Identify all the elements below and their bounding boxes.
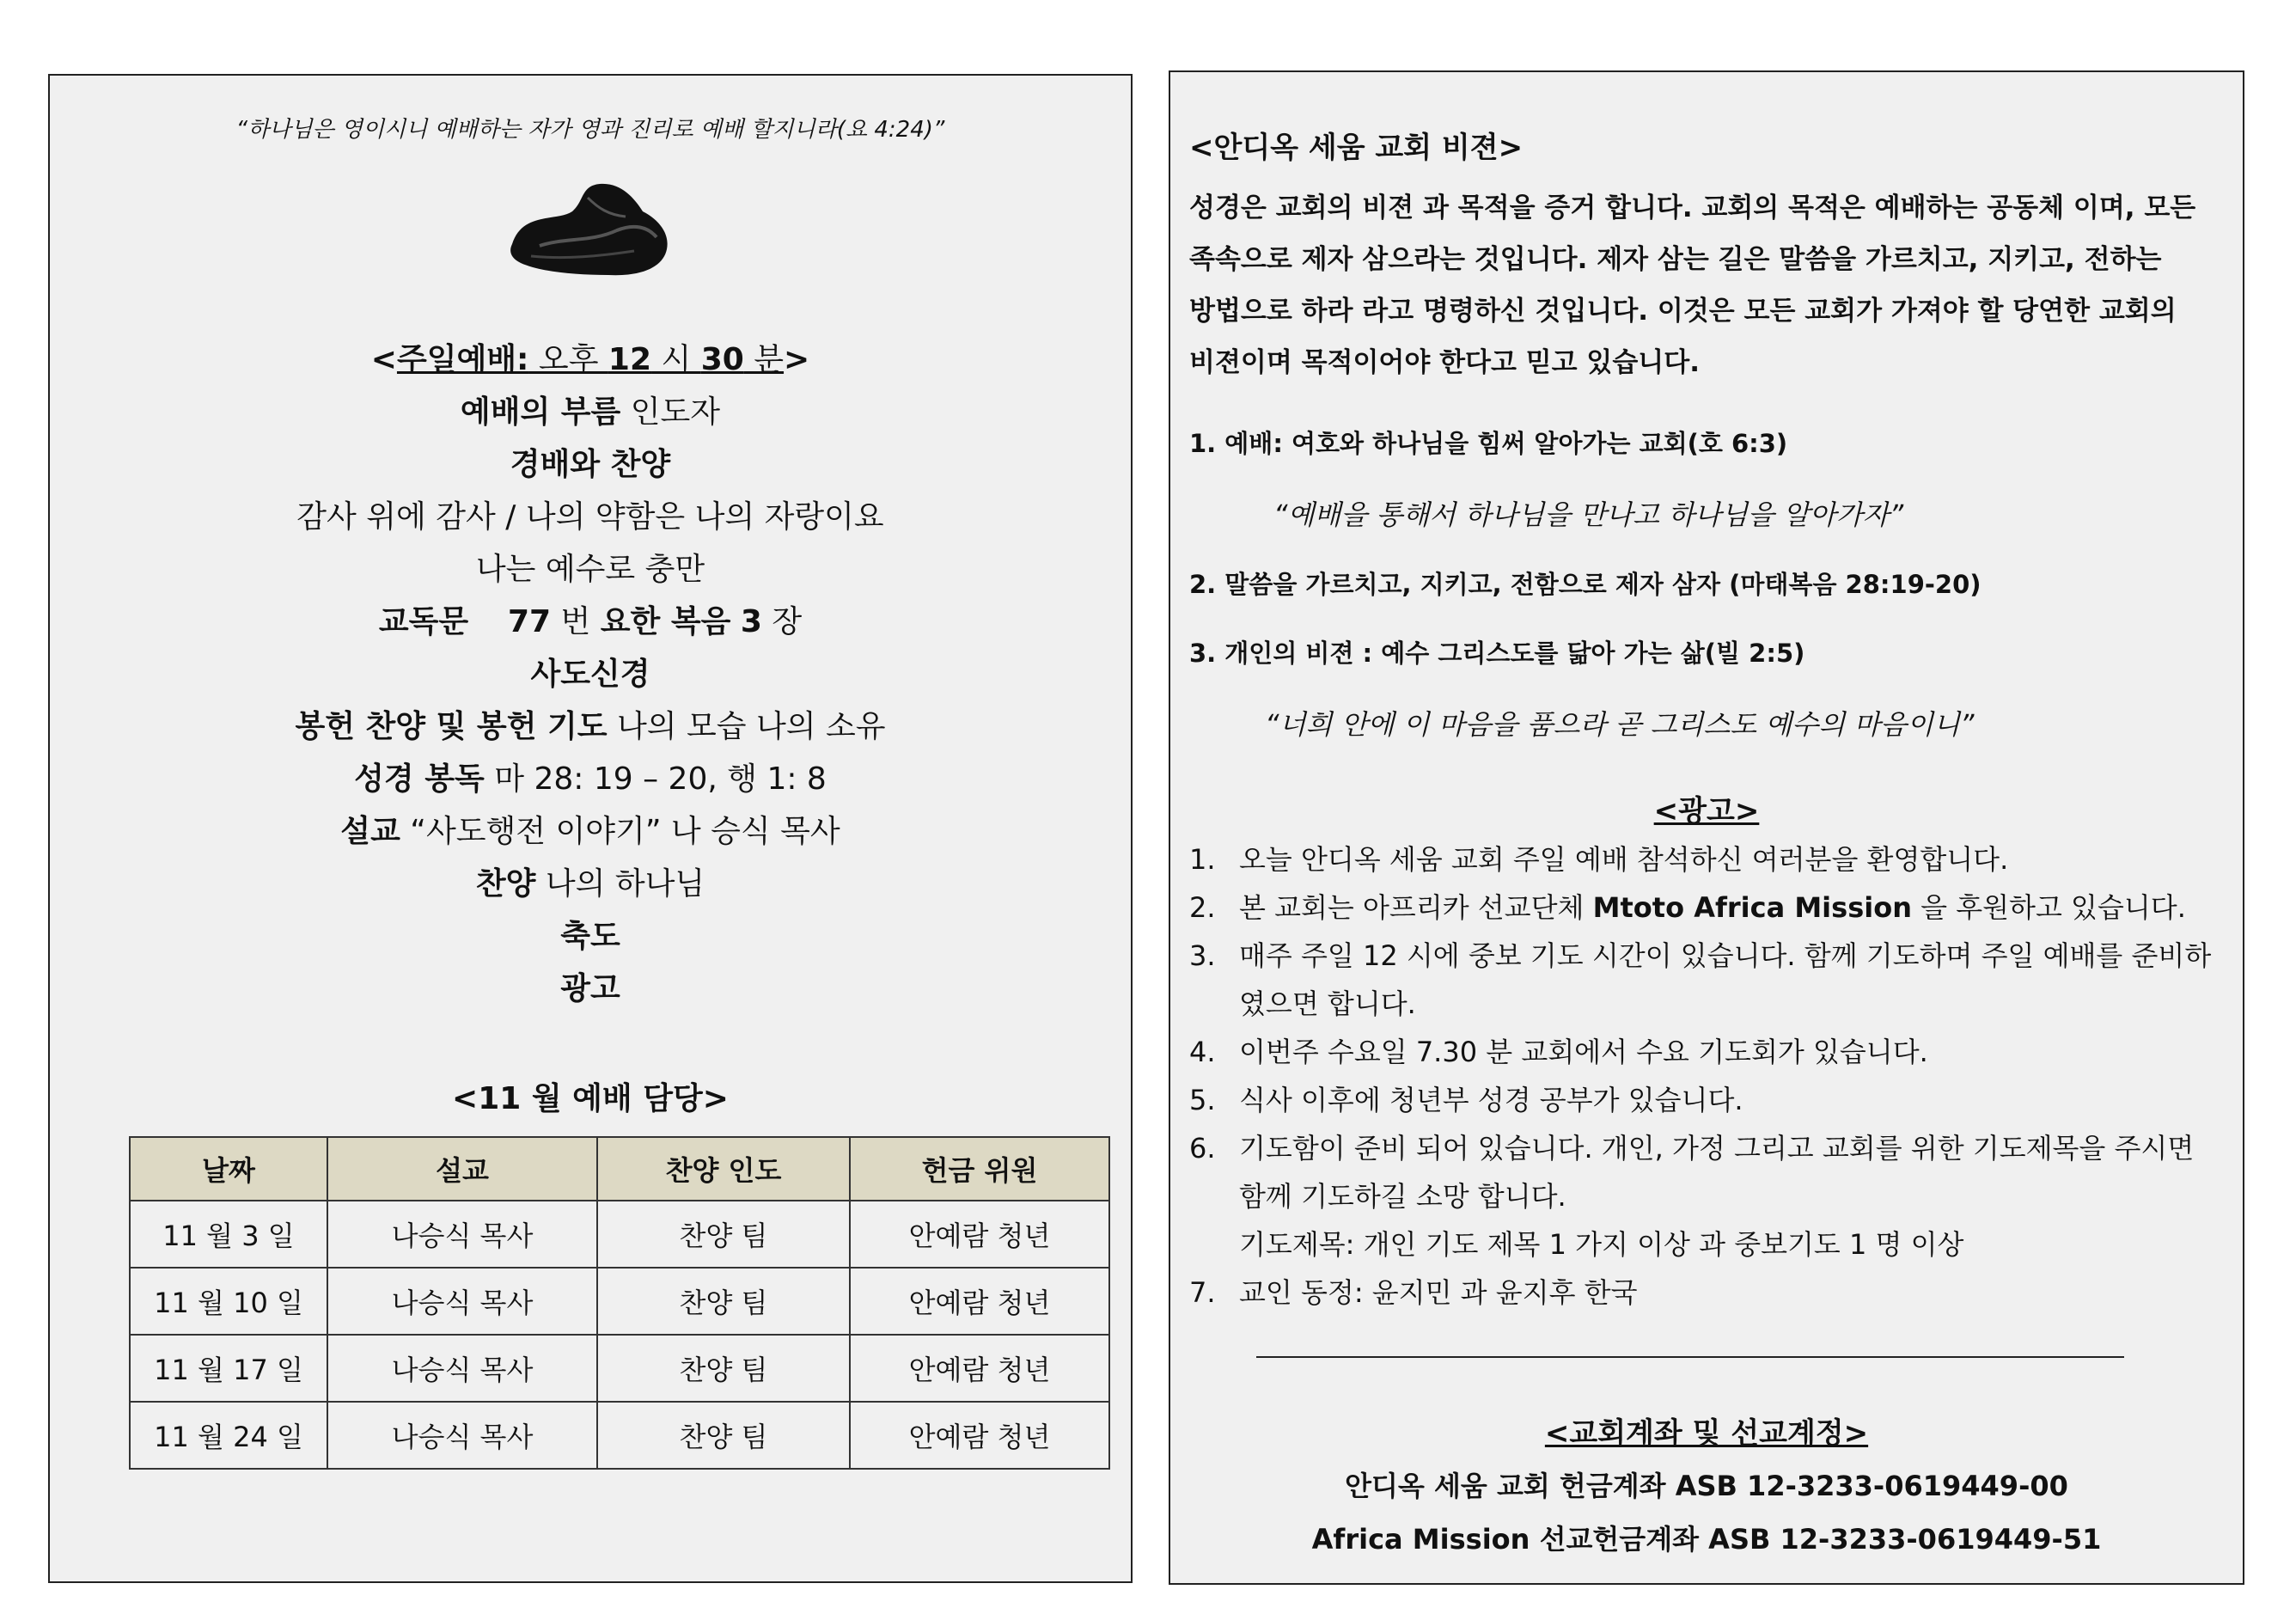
verse-quote: “하나님은 영이시니 예배하는 자가 영과 진리로 예배 할지니라(요 4:24)” bbox=[235, 117, 945, 143]
mission-account: Africa Mission 선교헌금계좌 ASB 12-3233-0619449-51 bbox=[1311, 1523, 2102, 1556]
announcements-title: <광고> bbox=[1653, 794, 1760, 828]
list-item: 6. 기도함이 준비 되어 있습니다. 개인, 가정 그리고 교회를 위한 기도제목을 주시면 함께 기도하길 소망 합니다. bbox=[1189, 1132, 2195, 1213]
list-item: 5. 식사 이후에 청년부 성경 공부가 있습니다. bbox=[1189, 1084, 1743, 1116]
november-schedule-title: <11 월 예배 담당> bbox=[452, 1081, 729, 1116]
right-panel bbox=[1169, 70, 2244, 1585]
dove-logo-icon bbox=[505, 177, 674, 280]
accounts-title: <교회계좌 및 선교계정> bbox=[1544, 1416, 1869, 1451]
divider bbox=[1256, 1356, 2124, 1358]
vision-quote-1: “예배을 통해서 하나님을 만나고 하나님을 알아가자” bbox=[1273, 498, 1904, 531]
list-item: 3. 매주 주일 12 시에 중보 기도 시간이 있습니다. 함께 기도하며 주일 예배를 준비하였으면 합니다. bbox=[1189, 939, 2212, 1020]
table-row: 11 월 24 일 나승식 목사 찬양 팀 안예람 청년 bbox=[130, 1402, 1109, 1469]
order-item: 예배의 부름 인도자 bbox=[460, 394, 721, 430]
table-row: 11 월 10 일 나승식 목사 찬양 팀 안예람 청년 bbox=[130, 1268, 1109, 1335]
order-item: 감사 위에 감사 / 나의 약함은 나의 자랑이요 bbox=[296, 499, 884, 535]
prayer-request-note: 기도제목: 개인 기도 제목 1 가지 이상 과 중보기도 1 명 이상 bbox=[1239, 1228, 1964, 1261]
order-item: 봉헌 찬양 및 봉헌 기도 나의 모습 나의 소유 bbox=[295, 709, 886, 744]
announcements-list bbox=[1189, 835, 2226, 1317]
vision-title: <안디옥 세움 교회 비젼> bbox=[1189, 131, 1524, 165]
table-header-row bbox=[130, 1137, 1109, 1201]
list-item: 4. 이번주 수요일 7.30 분 교회에서 수요 기도회가 있습니다. bbox=[1189, 1036, 1928, 1068]
order-item: 성경 봉독 마 28: 19 – 20, 행 1: 8 bbox=[354, 761, 827, 797]
vision-point-1: 1. 예배: 여호와 하나님을 힘써 알아가는 교회(호 6:3) bbox=[1189, 429, 1788, 458]
order-item: 사도신경 bbox=[530, 657, 650, 692]
list-item: 2. 본 교회는 아프리카 선교단체 Mtoto Africa Mission 을 후원하고 있습니다. bbox=[1189, 891, 2186, 924]
header-offering: 헌금 위원 bbox=[850, 1137, 1109, 1201]
header-sermon: 설교 bbox=[327, 1137, 597, 1201]
vision-quote-3: “너희 안에 이 마음을 품으라 곧 그리스도 예수의 마음이니” bbox=[1265, 708, 1975, 741]
order-item: 설교 “사도행전 이야기” 나 승식 목사 bbox=[340, 814, 840, 849]
service-time-heading: <주일예배: 오후 12 시 30 분> bbox=[370, 342, 810, 377]
header-worship-leader: 찬양 인도 bbox=[597, 1137, 850, 1201]
order-item-reading: 교독문 77 번 요한 복음 3 장 bbox=[378, 604, 803, 639]
list-item: 1. 오늘 안디옥 세움 교회 주일 예배 참석하신 여러분을 환영합니다. bbox=[1189, 843, 2009, 876]
church-account: 안디옥 세움 교회 헌금계좌 ASB 12-3233-0619449-00 bbox=[1345, 1470, 2068, 1502]
table-row: 11 월 17 일 나승식 목사 찬양 팀 안예람 청년 bbox=[130, 1335, 1109, 1402]
order-item: 찬양 나의 하나님 bbox=[475, 866, 705, 902]
vision-point-2: 2. 말씀을 가르치고, 지키고, 전함으로 제자 삼자 (마태복음 28:19-20) bbox=[1189, 570, 1982, 599]
order-item: 광고 bbox=[560, 971, 620, 1006]
order-item: 경배와 찬양 bbox=[510, 447, 671, 482]
header-date: 날짜 bbox=[130, 1137, 327, 1201]
table-row: 11 월 3 일 나승식 목사 찬양 팀 안예람 청년 bbox=[130, 1201, 1109, 1268]
list-item: 7. 교인 동정: 윤지민 과 윤지후 한국 bbox=[1189, 1276, 1638, 1309]
vision-point-3: 3. 개인의 비젼 : 예수 그리스도를 닮아 가는 삶(빌 2:5) bbox=[1189, 639, 1805, 668]
order-item: 축도 bbox=[560, 919, 620, 954]
order-item: 나는 예수로 충만 bbox=[475, 552, 705, 587]
service-order bbox=[50, 333, 1131, 1015]
left-panel bbox=[48, 74, 1133, 1583]
vision-paragraph: 성경은 교회의 비젼 과 목적을 증거 합니다. 교회의 목적은 예배하는 공동체 이며, 모든 족속으로 제자 삼으라는 것입니다. 제자 삼는 길은 말씀을 가르치고, 지키고, 전하는 방법으로 하라 라고 명령하신 것입니다. 이것은 모든 교회가 가져야 할 당연한 교회의 비젼이며 목적이어야 한다고 믿고 있습니다. bbox=[1189, 193, 2196, 378]
november-schedule-table bbox=[129, 1136, 1110, 1470]
